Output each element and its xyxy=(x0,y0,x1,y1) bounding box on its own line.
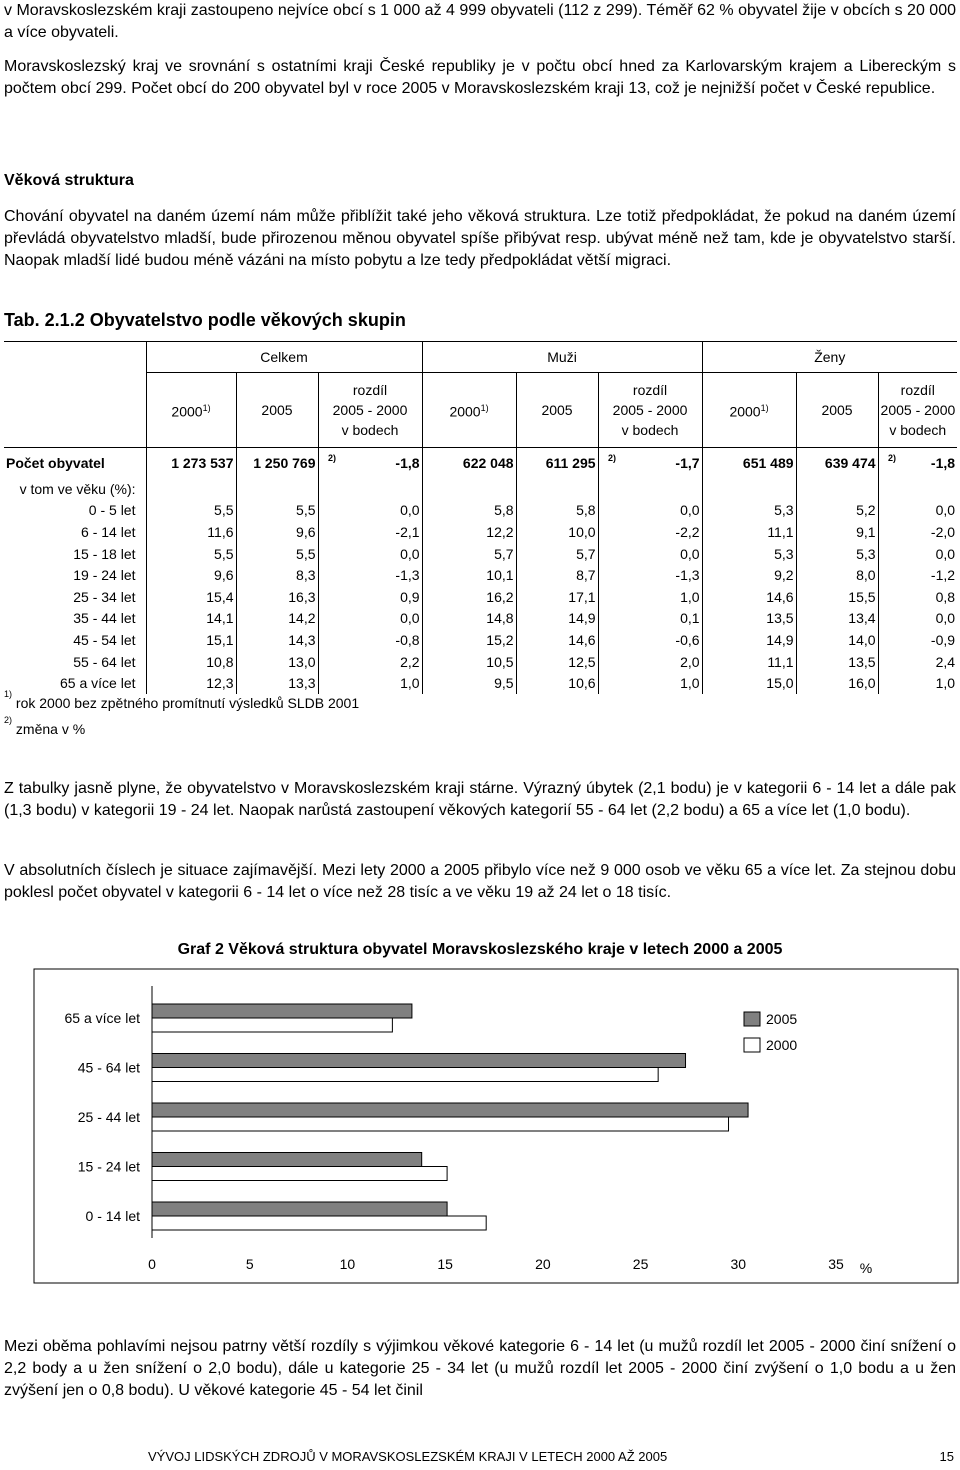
table-spacer xyxy=(318,672,336,694)
table-cell: 0,0 xyxy=(935,610,956,627)
table-row xyxy=(4,586,957,608)
table-cell: 9,2 xyxy=(702,564,796,586)
table-cell: 611 295 xyxy=(516,448,598,479)
col-diff: rozdíl 2005 - 2000 v bodech xyxy=(878,373,957,448)
table-cell: 12,3 xyxy=(146,672,236,694)
table-spacer xyxy=(598,586,616,608)
group-header-total: Celkem xyxy=(146,342,422,373)
paragraph-municipalities: Moravskoslezský kraj ve srovnání s ostatními kraji České republiky je v počtu obcí hned za Karlovarským krajem a Libereckým s počtem obcí 299. Počet obcí do 200 obyvatel byl v roce 2005 v Moravskoslezském kraji 13, což je nejnižší počet v České republice. xyxy=(4,58,956,97)
table-cell: 5,3 xyxy=(702,500,796,522)
x-tick-label: 0 xyxy=(148,1256,156,1272)
table-cell: 13,0 xyxy=(236,651,318,673)
footnote-mark: 2) xyxy=(598,448,616,479)
x-tick-label: 25 xyxy=(632,1256,649,1272)
legend-swatch xyxy=(744,1012,760,1026)
table-subheading-row xyxy=(4,478,957,500)
col-diff: rozdíl 2005 - 2000 v bodech xyxy=(318,373,422,448)
row-label: 6 - 14 let xyxy=(81,523,136,540)
category-labels xyxy=(65,1010,141,1224)
table-spacer xyxy=(318,564,336,586)
table-cell: 5,8 xyxy=(422,500,516,522)
table-spacer xyxy=(878,564,896,586)
table-cell: 8,3 xyxy=(236,564,318,586)
table-spacer xyxy=(598,564,616,586)
row-label: 19 - 24 let xyxy=(73,567,136,584)
legend-label: 2000 xyxy=(766,1037,798,1053)
paragraph-intro: v Moravskoslezském kraji zastoupeno nejvíce obcí s 1 000 až 4 999 obyvateli (112 z 299). Téměř 62 % obyvatel žije v obcích s 20 000 a více obyvateli. xyxy=(4,2,956,41)
table-cell: 0,0 xyxy=(400,545,420,562)
table-spacer xyxy=(878,608,896,630)
table-row xyxy=(4,500,957,522)
chart-legend xyxy=(744,1011,797,1053)
table-cell: 9,5 xyxy=(422,672,516,694)
table-cell: 5,3 xyxy=(702,543,796,565)
row-label: Počet obyvatel xyxy=(4,448,146,479)
col-2000: 2000$^{1)}$ xyxy=(422,373,516,448)
table-cell: 0,0 xyxy=(400,502,420,519)
table-spacer xyxy=(878,651,896,673)
table-cell: 9,1 xyxy=(796,521,878,543)
bar-2005-4 xyxy=(152,1202,447,1216)
table-cell: 15,1 xyxy=(146,629,236,651)
table-spacer xyxy=(318,500,336,522)
table-cell: 639 474 xyxy=(796,448,878,479)
bar-2005-0 xyxy=(152,1004,412,1018)
x-tick-label: 35 xyxy=(828,1256,844,1272)
table-cell: -0,6 xyxy=(675,631,700,648)
table-cell: 11,1 xyxy=(702,521,796,543)
table-spacer xyxy=(598,543,616,565)
table-cell: 14,9 xyxy=(516,608,598,630)
table-cell: -0,8 xyxy=(395,631,420,648)
column-header-row xyxy=(4,373,957,448)
category-label: 65 a více let xyxy=(64,1010,140,1026)
table-cell: -2,1 xyxy=(395,523,420,540)
table-cell: 16,3 xyxy=(236,586,318,608)
table-cell: 0,1 xyxy=(680,610,700,627)
row-subheading: v tom ve věku (%): xyxy=(19,480,136,497)
table-cell: 12,5 xyxy=(516,651,598,673)
row-label: 45 - 54 let xyxy=(73,631,136,648)
category-label: 25 - 44 let xyxy=(77,1109,140,1125)
footnote-mark: 2) xyxy=(878,448,896,479)
row-label: 15 - 18 let xyxy=(73,545,136,562)
section-heading: Věková struktura xyxy=(4,172,134,189)
table-cell: 1 273 537 xyxy=(146,448,236,479)
table-cell: -1,3 xyxy=(675,567,700,584)
table-cell: -1,8 xyxy=(336,448,422,479)
legend-label: 2005 xyxy=(766,1011,798,1027)
category-label: 45 - 64 let xyxy=(77,1059,140,1076)
bar-2000-1 xyxy=(152,1068,658,1082)
table-spacer xyxy=(318,521,336,543)
table-cell: -0,9 xyxy=(930,631,956,648)
table-cell: 15,5 xyxy=(796,586,878,608)
table-spacer xyxy=(598,500,616,522)
category-label: 15 - 24 let xyxy=(77,1158,140,1175)
table-spacer xyxy=(318,651,336,673)
table-cell: 622 048 xyxy=(422,448,516,479)
bar-2000-0 xyxy=(152,1018,392,1032)
table-spacer xyxy=(598,651,616,673)
chart-bars xyxy=(152,1004,748,1230)
table-cell: 5,8 xyxy=(516,500,598,522)
table-cell: 5,7 xyxy=(516,543,598,565)
table-cell: 10,1 xyxy=(422,564,516,586)
paragraph-age-structure: Chování obyvatel na daném území nám může přiblížit také jeho věková struktura. Lze totiž předpokládat, že pokud na daném území převládá obyvatelstvo mladší, bude přirozenou měnou obyvatel spíše přibývat resp. ubývat méně než tam, kde je obyvatelstvo starší. Naopak mladší lidé budou méně vázáni na místo pobytu a lze tedy předpokládat větší migraci. xyxy=(4,208,956,269)
table-cell: 15,2 xyxy=(422,629,516,651)
table-cell: 16,0 xyxy=(796,672,878,694)
col-2005: 2005 xyxy=(236,373,318,448)
row-label: 0 - 5 let xyxy=(88,502,136,519)
row-label: 35 - 44 let xyxy=(73,610,136,627)
table-cell: 1,0 xyxy=(680,588,700,605)
bar-2005-2 xyxy=(152,1103,748,1117)
x-tick-label: 10 xyxy=(339,1256,356,1272)
table-cell: 8,0 xyxy=(796,564,878,586)
table-cell: 1,0 xyxy=(400,675,420,692)
bar-2000-2 xyxy=(152,1117,729,1131)
table-cell: 1 250 769 xyxy=(236,448,318,479)
table-cell: 1,0 xyxy=(680,675,700,692)
table-cell: 13,4 xyxy=(796,608,878,630)
table-cell: 5,3 xyxy=(796,543,878,565)
table-row xyxy=(4,672,957,694)
table-cell: 10,5 xyxy=(422,651,516,673)
chart-title: Graf 2 Věková struktura obyvatel Moravskoslezského kraje v letech 2000 a 2005 xyxy=(177,941,783,958)
paragraph-table-comment: Z tabulky jasně plyne, že obyvatelstvo v Moravskoslezském kraji stárne. Výrazný úbytek (2,1 bodu) je v kategorii 6 - 14 let a dále pak (1,3 bodu) v kategorii 19 - 24 let. Naopak narůstá zastoupení věkových kategorií 55 - 64 let (2,2 bodu) a 65 a více let (1,0 bodu). xyxy=(4,780,956,819)
table-cell: 14,9 xyxy=(702,629,796,651)
table-row xyxy=(4,608,957,630)
age-structure-chart xyxy=(0,968,960,1288)
table-cell: 11,1 xyxy=(702,651,796,673)
table-cell: -1,3 xyxy=(395,567,420,584)
table-cell: 15,0 xyxy=(702,672,796,694)
table-cell: 14,8 xyxy=(422,608,516,630)
table-cell: 12,2 xyxy=(422,521,516,543)
table-cell: 10,6 xyxy=(516,672,598,694)
table-cell: 5,2 xyxy=(796,500,878,522)
table-spacer xyxy=(598,629,616,651)
table-cell: 2,0 xyxy=(680,653,700,670)
table-cell: -1,2 xyxy=(930,567,956,584)
table-cell: 0,0 xyxy=(935,545,956,562)
table-cell: 5,5 xyxy=(146,500,236,522)
footnote-2: $^{2)}$ změna v % xyxy=(4,715,86,737)
table-cell: 14,3 xyxy=(236,629,318,651)
table-spacer xyxy=(878,586,896,608)
table-cell: 0,0 xyxy=(400,610,420,627)
table-row xyxy=(4,564,957,586)
table-cell: -2,0 xyxy=(930,523,956,540)
table-cell: 5,5 xyxy=(146,543,236,565)
table-title: Tab. 2.1.2 Obyvatelstvo podle věkových skupin xyxy=(4,310,406,330)
table-spacer xyxy=(878,629,896,651)
total-row xyxy=(4,448,957,479)
category-label: 0 - 14 let xyxy=(85,1208,140,1224)
x-tick-label: 20 xyxy=(535,1256,551,1272)
table-cell: 1,0 xyxy=(935,675,956,692)
legend-swatch xyxy=(744,1038,760,1052)
table-spacer xyxy=(318,608,336,630)
table-cell: 11,6 xyxy=(146,521,236,543)
table-cell: 0,0 xyxy=(935,502,956,519)
table-cell: 14,0 xyxy=(796,629,878,651)
paragraph-absolute-numbers: V absolutních číslech je situace zajímavější. Mezi lety 2000 a 2005 přibylo více než 9 000 osob ve věku 65 a více let. Za stejnou dobu poklesl počet obyvatel v kategorii 6 - 14 let o více než 28 tisíc a ve věku 19 až 24 let o 18 tisíc. xyxy=(4,862,956,901)
table-cell: 5,5 xyxy=(236,543,318,565)
table-spacer xyxy=(598,672,616,694)
table-cell: 10,8 xyxy=(146,651,236,673)
table-spacer xyxy=(878,521,896,543)
footnote-1: $^{1)}$ rok 2000 bez zpětného promítnutí výsledků SLDB 2001 xyxy=(4,689,360,711)
table-spacer xyxy=(318,629,336,651)
table-spacer xyxy=(878,500,896,522)
group-header-women: Ženy xyxy=(702,342,957,373)
table-cell: 14,6 xyxy=(516,629,598,651)
table-cell: -2,2 xyxy=(675,523,700,540)
table-row xyxy=(4,629,957,651)
group-header-men: Muži xyxy=(422,342,702,373)
row-label: 65 a více let xyxy=(60,675,136,692)
table-spacer xyxy=(598,608,616,630)
table-cell: 13,3 xyxy=(236,672,318,694)
bar-2000-4 xyxy=(152,1216,486,1230)
table-cell: 13,5 xyxy=(702,608,796,630)
bar-2000-3 xyxy=(152,1167,447,1181)
table-cell: 9,6 xyxy=(236,521,318,543)
table-row xyxy=(4,521,957,543)
table-cell: 15,4 xyxy=(146,586,236,608)
table-row xyxy=(4,543,957,565)
table-cell: 8,7 xyxy=(516,564,598,586)
table-cell: 0,0 xyxy=(680,545,700,562)
x-tick-label: 15 xyxy=(437,1256,453,1272)
table-cell: -1,7 xyxy=(616,448,702,479)
table-cell: 0,8 xyxy=(935,588,956,605)
table-cell: 5,7 xyxy=(422,543,516,565)
table-spacer xyxy=(598,521,616,543)
row-label: 25 - 34 let xyxy=(73,588,136,605)
table-spacer xyxy=(878,672,896,694)
table-cell: 0,9 xyxy=(400,588,420,605)
col-2000: 2000$^{1)}$ xyxy=(702,373,796,448)
age-group-table xyxy=(4,341,957,694)
table-cell: -1,8 xyxy=(896,448,957,479)
table-cell: 17,1 xyxy=(516,586,598,608)
x-axis-label: % xyxy=(859,1260,873,1276)
table-cell: 14,2 xyxy=(236,608,318,630)
table-cell: 9,6 xyxy=(146,564,236,586)
table-spacer xyxy=(878,543,896,565)
table-cell: 0,0 xyxy=(680,502,700,519)
footer-text: VÝVOJ LIDSKÝCH ZDROJŮ V MORAVSKOSLEZSKÉM KRAJI V LETECH 2000 AŽ 2005 xyxy=(148,1449,668,1464)
table-cell: 16,2 xyxy=(422,586,516,608)
col-2005: 2005 xyxy=(796,373,878,448)
table-cell: 651 489 xyxy=(702,448,796,479)
x-tick-label: 5 xyxy=(245,1256,254,1272)
table-cell: 14,1 xyxy=(146,608,236,630)
table-spacer xyxy=(318,543,336,565)
table-cell: 2,4 xyxy=(935,653,956,670)
table-row xyxy=(4,651,957,673)
table-cell: 5,5 xyxy=(236,500,318,522)
bar-2005-3 xyxy=(152,1153,422,1167)
page-number: 15 xyxy=(939,1449,954,1464)
footnote-mark: 2) xyxy=(318,448,336,479)
table-cell: 13,5 xyxy=(796,651,878,673)
table-cell: 10,0 xyxy=(516,521,598,543)
row-label: 55 - 64 let xyxy=(73,653,136,670)
col-2005: 2005 xyxy=(516,373,598,448)
col-2000: 2000$^{1)}$ xyxy=(146,373,236,448)
table-cell: 2,2 xyxy=(400,653,420,670)
paragraph-gender-comparison: Mezi oběma pohlavími nejsou patrny větší rozdíly s výjimkou věkové kategorie 6 - 14 let (u mužů rozdíl let 2005 - 2000 činí snížení o 2,2 body a u žen snížení o 2,0 bodu), dále u kategorie 25 - 34 let (u mužů rozdíl let 2005 - 2000 činí zvýšení o 1,0 bodu a u žen zvýšení jen o 0,8 bodu). U věkové kategorie 45 - 54 let činil xyxy=(4,1338,956,1399)
x-tick-labels xyxy=(148,1256,844,1272)
table-spacer xyxy=(318,586,336,608)
table-cell: 14,6 xyxy=(702,586,796,608)
col-diff: rozdíl 2005 - 2000 v bodech xyxy=(598,373,702,448)
x-tick-label: 30 xyxy=(730,1256,747,1272)
bar-2005-1 xyxy=(152,1054,686,1068)
